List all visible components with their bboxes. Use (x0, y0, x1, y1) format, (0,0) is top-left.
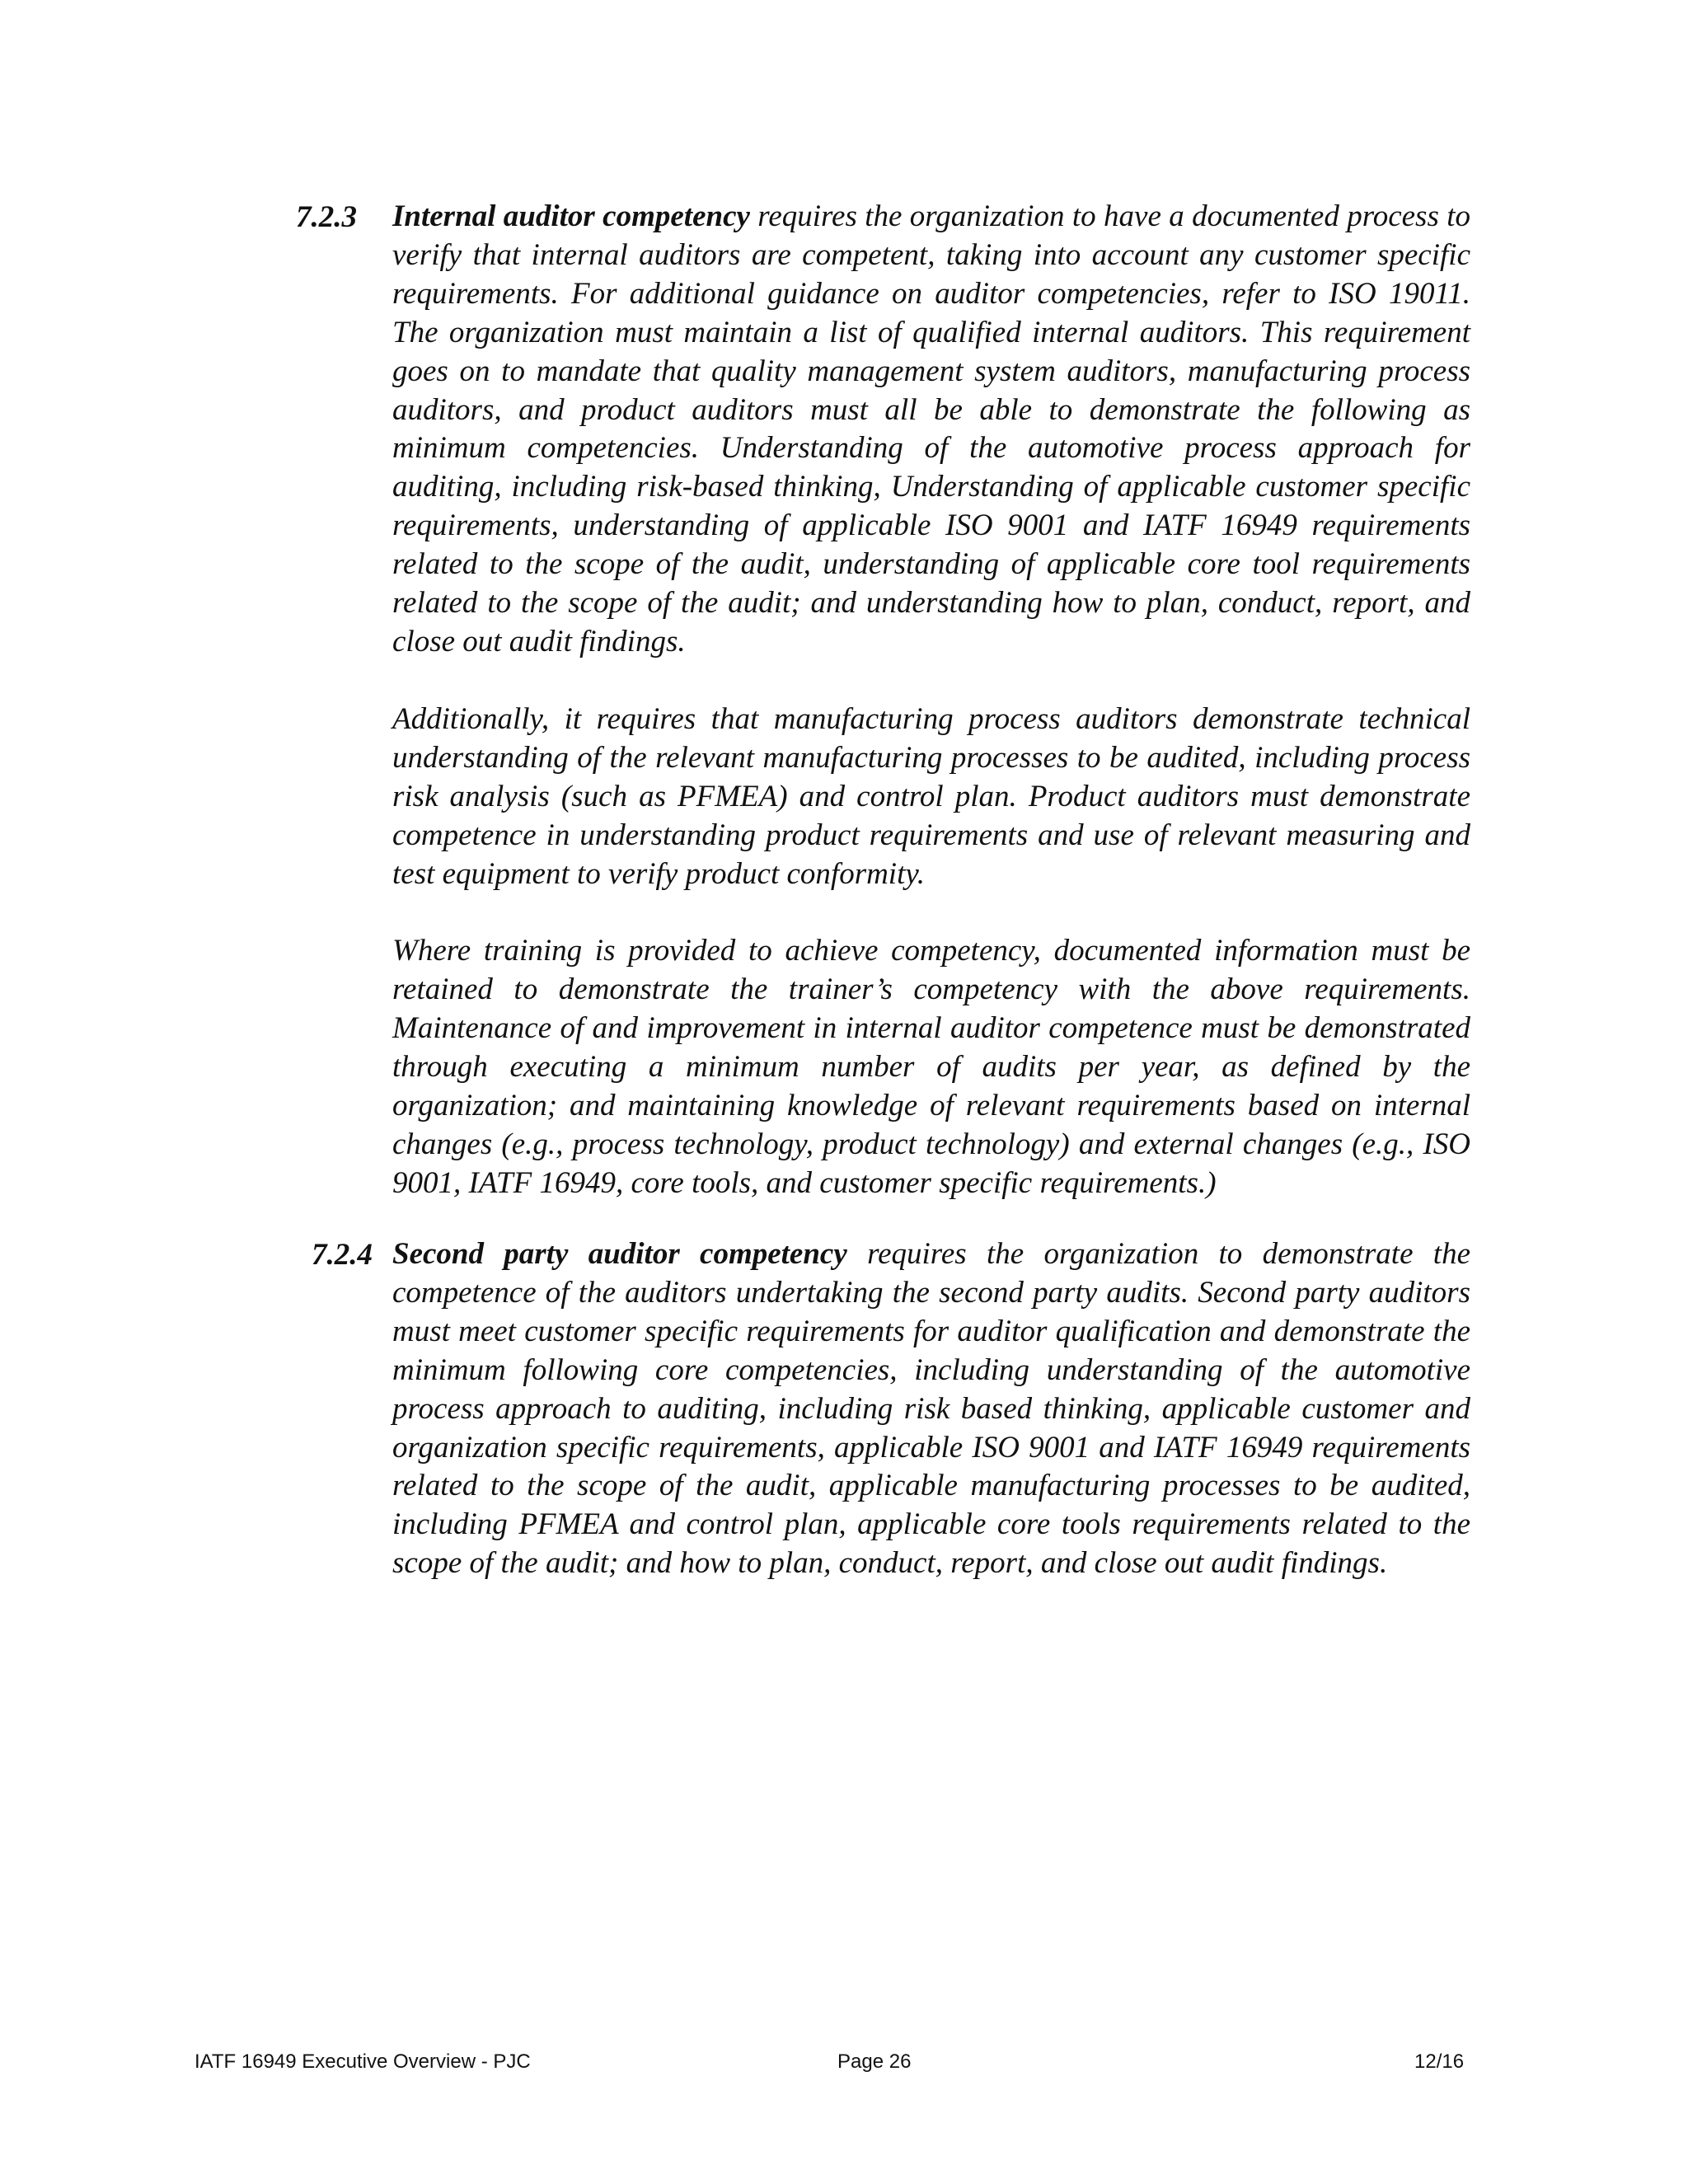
section-paragraph (392, 198, 1470, 662)
footer-document-title: IATF 16949 Executive Overview - PJC (195, 2050, 531, 2073)
section-paragraph: Where training is provided to achieve competency, documented information must be retained to demonstrate the trainer’s competency with the above requirements. Maintenance of and improvement in internal auditor competence must be demonstrated through executing a minimum number of audits per year, as defined by the organization; and maintaining knowledge of relevant requirements based on internal changes (e.g., process technology, product technology) and external changes (e.g., ISO 9001, IATF 16949, core tools, and customer specific requirements.) (392, 934, 1470, 1200)
section-number: 7.2.3 (296, 200, 357, 234)
footer-date: 12/16 (1414, 2050, 1465, 2073)
section-lead-term: Internal auditor competency (392, 199, 750, 233)
section-paragraph (392, 1235, 1470, 1583)
section-lead-term: Second party auditor competency (392, 1237, 847, 1271)
section-number: 7.2.4 (312, 1238, 373, 1272)
section-body (392, 198, 1470, 1203)
section-body (392, 1235, 1470, 1583)
section-paragraph-text: requires the organization to have a documented process to verify that internal auditors are competent, taking into account any customer specific requirements. For additional guidance on auditor competencies, refer to ISO 19011. The organization must maintain a list of qualified internal auditors. This requirement goes on to mandate that quality management system auditors, manufacturing process auditors, and product auditors must all be able to demonstrate the following as minimum competencies. Understanding of the automotive process approach for auditing, including risk-based thinking, Understanding of applicable customer specific requirements, understanding of applicable ISO 9001 and IATF 16949 requirements related to the scope of the audit, understanding of applicable core tool requirements related to the scope of the audit; and understanding how to plan, conduct, report, and close out audit findings. (392, 199, 1470, 658)
section-paragraph-text: requires the organization to demonstrate the competence of the auditors undertaking the second party audits. Second party auditors must meet customer specific requirements for auditor qualification and demonstrate the minimum following core competencies, including understanding of the automotive process approach to auditing, including risk based thinking, applicable customer and organization specific requirements, applicable ISO 9001 and IATF 16949 requirements related to the scope of the audit, applicable manufacturing processes to be audited, including PFMEA and control plan, applicable core tools requirements related to the scope of the audit; and how to plan, conduct, report, and close out audit findings. (392, 1237, 1470, 1581)
footer-page-number: Page 26 (837, 2050, 912, 2073)
section-paragraph: Additionally, it requires that manufacturing process auditors demonstrate technical understanding of the relevant manufacturing processes to be audited, including process risk analysis (such as PFMEA) and control plan. Product auditors must demonstrate competence in understanding product requirements and use of relevant measuring and test equipment to verify product conformity. (392, 701, 1470, 891)
